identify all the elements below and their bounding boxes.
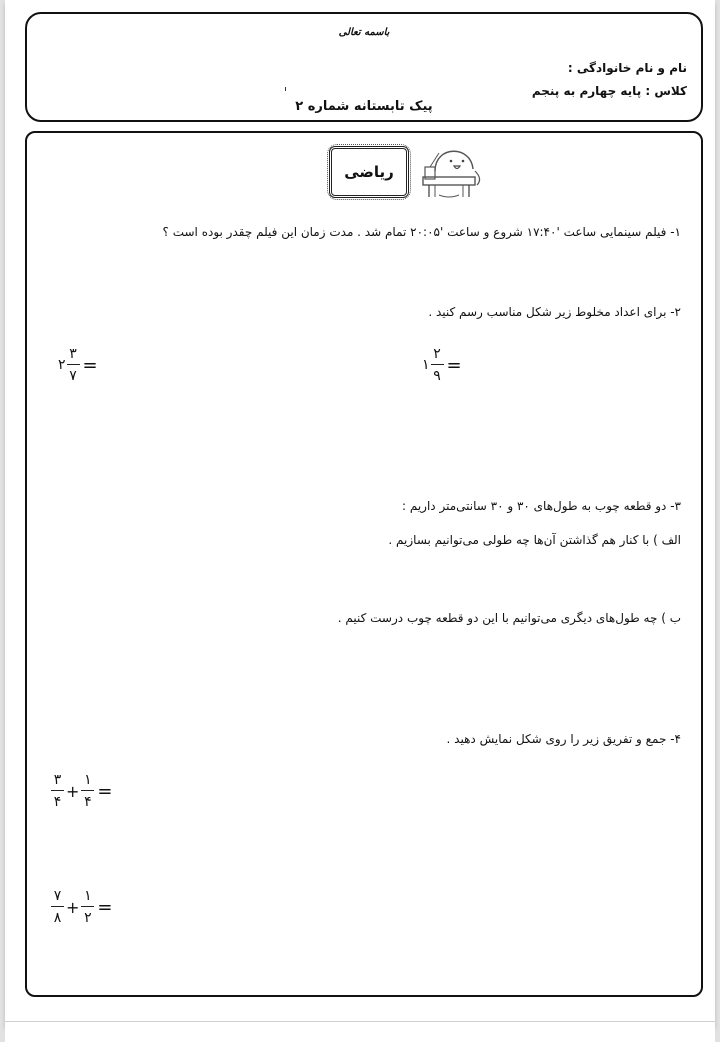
student-at-desk-icon <box>419 139 485 199</box>
denominator: ۲ <box>84 910 92 926</box>
fraction-sum-1 <box>51 773 113 809</box>
question-1: ۱- فیلم سینمایی ساعت '۱۷:۴۰ شروع و ساعت '۲۰:۰۵ تمام شد . مدت زمان این فیلم چقدر بوده است ؟ <box>162 225 681 239</box>
question-3-part-b: ب ) چه طول‌های دیگری می‌توانیم با این دو قطعه چوب درست کنیم . <box>337 611 681 625</box>
denominator: ۴ <box>53 794 62 810</box>
equals-sign: = <box>97 896 113 918</box>
numerator: ۱ <box>84 888 92 904</box>
numerator: ۷ <box>53 888 62 904</box>
header-box <box>25 12 703 122</box>
stray-mark <box>285 87 286 91</box>
numerator: ۱ <box>84 772 92 788</box>
numerator: ۲ <box>433 346 441 362</box>
numerator: ۳ <box>69 346 77 362</box>
next-page-edge <box>5 1021 715 1042</box>
fraction-b <box>81 889 94 925</box>
decorative-frame <box>329 146 409 198</box>
denominator: ۹ <box>433 368 441 384</box>
whole-part: ۲ <box>58 357 66 373</box>
bismillah-heading: باسمه تعالی <box>338 27 390 38</box>
subject-label: ریاضی <box>344 163 394 181</box>
mixed-number-2 <box>422 347 462 383</box>
equals-sign: = <box>446 354 462 376</box>
denominator: ۷ <box>69 368 77 384</box>
fraction-a <box>51 889 64 925</box>
fraction <box>67 347 80 383</box>
content-box <box>25 131 703 997</box>
worksheet-page <box>5 0 715 1026</box>
class-label: کلاس : پایه چهارم به پنجم <box>531 84 687 98</box>
question-3-part-a: الف ) با کنار هم گذاشتن آن‌ها چه طولی می‌توانیم بسازیم . <box>388 533 681 547</box>
question-2: ۲- برای اعداد مخلوط زیر شکل مناسب رسم کنید . <box>428 305 681 319</box>
fraction-sum-2 <box>51 889 113 925</box>
denominator: ۸ <box>53 910 62 926</box>
subject-badge <box>325 137 485 201</box>
fraction-b <box>81 773 94 809</box>
student-name-field: نام و نام خانوادگی : <box>567 61 687 75</box>
plus-sign: + <box>66 781 80 801</box>
plus-sign: + <box>66 897 80 917</box>
mixed-number-1 <box>58 347 98 383</box>
question-4: ۴- جمع و تفریق زیر را روی شکل نمایش دهید . <box>446 732 681 746</box>
numerator: ۳ <box>53 772 62 788</box>
whole-part: ۱ <box>422 357 430 373</box>
equals-sign: = <box>97 780 113 802</box>
denominator: ۴ <box>84 794 92 810</box>
worksheet-title: پیک تابستانه شماره ۲ <box>295 99 433 114</box>
equals-sign: = <box>82 354 98 376</box>
question-3: ۳- دو قطعه چوب به طول‌های ۳۰ و ۳۰ سانتی‌متر داریم : <box>401 499 681 513</box>
fraction-a <box>51 773 64 809</box>
fraction <box>431 347 444 383</box>
